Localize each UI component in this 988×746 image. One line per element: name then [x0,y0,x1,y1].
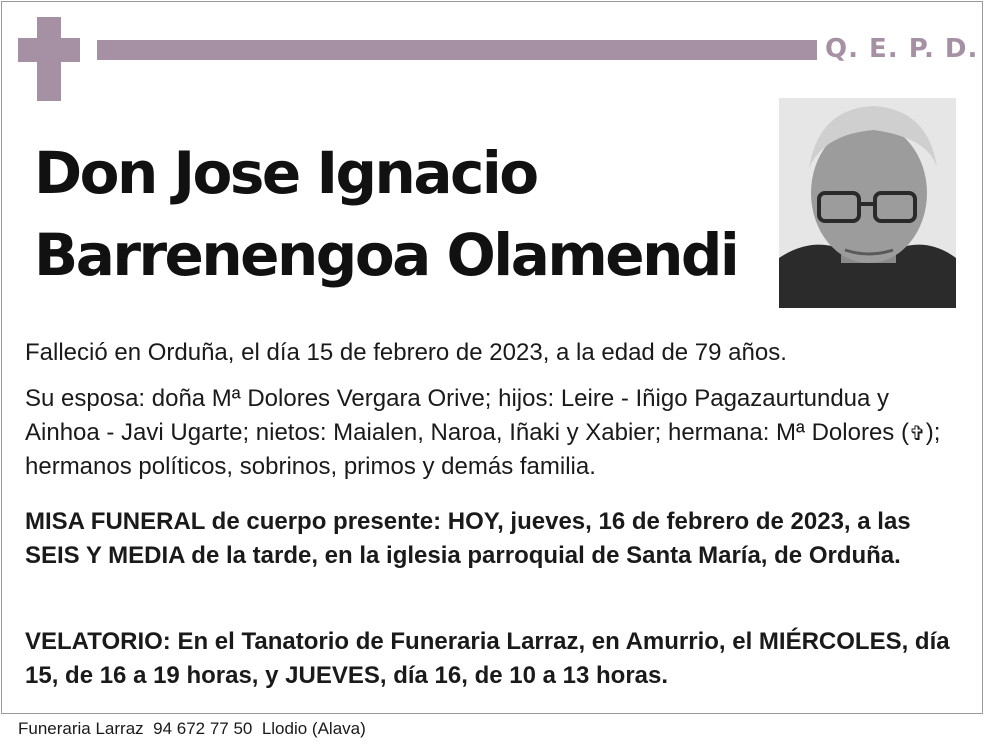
family-text-part2: ); hermanos políticos, sobrinos, primos y demás familia. [25,419,941,480]
deceased-name-line2: Barrenengoa Olamendi [34,221,738,289]
portrait-photo-illustration [779,98,956,308]
cross-icon-arm [18,38,80,62]
funeral-text: MISA FUNERAL de cuerpo presente: HOY, jueves, 16 de febrero de 2023, a las SEIS Y MEDIA de la tarde, en la iglesia parroquial de Santa María, de Orduña. [25,508,911,569]
wake-text: VELATORIO: En el Tanatorio de Funeraria Larraz, en Amurrio, el MIÉRCOLES, día 15, de 16 a 19 horas, y JUEVES, día 16, de 10 a 13 horas. [25,628,950,689]
deceased-name-line1: Don Jose Ignacio [34,139,537,207]
family-text-part1: Su esposa: doña Mª Dolores Vergara Orive; hijos: Leire - Iñigo Pagazaurtundua y Ainhoa - Javi Ugarte; nietos: Maialen, Naroa, Iñaki y Xabier; hermana: Mª Dolores ( [25,385,909,446]
deceased-name [34,132,737,296]
qepd-label: Q. E. P. D. [825,34,979,64]
cross-symbol-icon: ✞ [908,421,926,445]
portrait-photo [779,98,956,308]
footer-text: Funeraria Larraz 94 672 77 50 Llodio (Alava) [18,719,366,738]
header-bar [97,40,817,60]
death-notice-text: Falleció en Orduña, el día 15 de febrero de 2023, a la edad de 79 años. [25,339,787,366]
family-text [25,382,960,484]
